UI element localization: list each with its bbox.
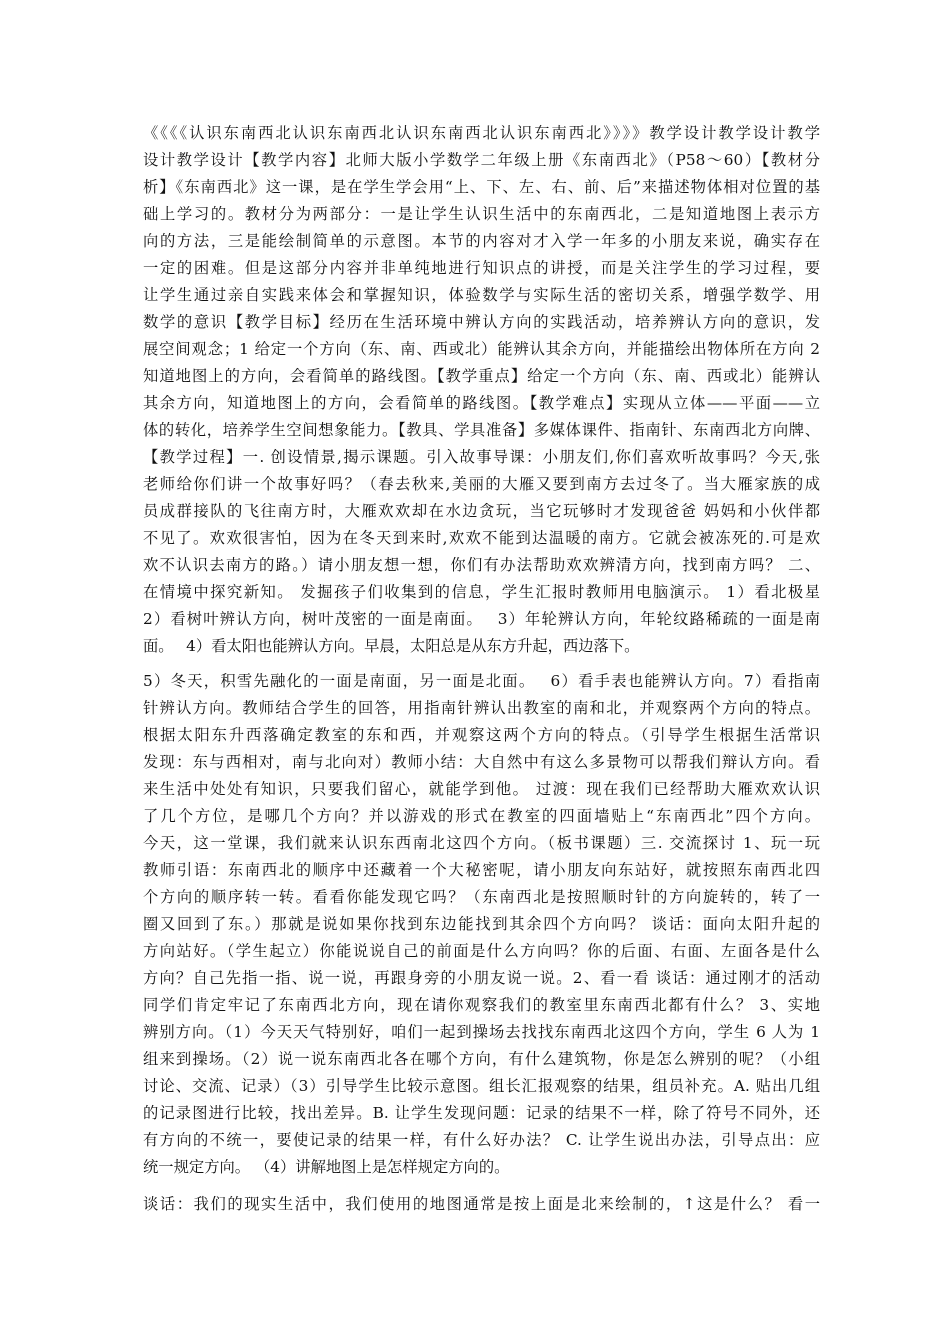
text-line: 方向？自己先指一指、说一说，再跟身旁的小朋友说一说。2、看一看 谈话：通过刚才的活动	[143, 969, 820, 987]
text-line: 针辨认方向。教师结合学生的回答，用指南针辨认出教室的南和北，并观察两个方向的特点。	[143, 699, 820, 717]
text-line: 方向站好。（学生起立）你能说说自己的前面是什么方向吗？你的后面、右面、左面各是什么	[143, 942, 820, 960]
text-line: 的记录图进行比较，找出差异。B. 让学生发现问题：记录的结果不一样，除了符号不同外，还	[143, 1104, 820, 1122]
text-line: 面。 4）看太阳也能辨认方向。早晨，太阳总是从东方升起，西边落下。	[143, 637, 640, 655]
text-line: 教师引语：东南西北的顺序中还藏着一个大秘密呢，请小朋友向东站好，就按照东南西北四	[143, 861, 820, 879]
text-line: 础上学习的。教材分为两部分：一是让学生认识生活中的东南西北，二是知道地图上表示方	[143, 205, 820, 223]
text-line: 向的方法，三是能绘制简单的示意图。本节的内容对才入学一年多的小朋友来说，确实存在	[143, 232, 820, 250]
paragraph-block-3	[143, 1191, 820, 1218]
text-line: 讨论、交流、记录）（3）引导学生比较示意图。组长汇报观察的结果，组员补充。A. 贴出几组	[143, 1077, 820, 1095]
text-line: 知道地图上的方向，会看简单的路线图。【教学重点】给定一个方向（东、南、西或北）能辨认	[143, 367, 820, 385]
text-line: 【教学过程】一. 创设情景,揭示课题。引入故事导课：小朋友们,你们喜欢听故事吗？今天,张	[143, 448, 820, 466]
paragraph-block-1	[143, 120, 820, 660]
text-line: 展空间观念；1 给定一个方向（东、南、西或北）能辨认其余方向，并能描绘出物体所在方向 2	[143, 340, 820, 358]
text-line: 今天，这一堂课，我们就来认识东西南北这四个方向。（板书课题）三. 交流探讨 1、玩一玩	[143, 834, 820, 852]
text-line: 不见了。欢欢很害怕，因为在冬天到来时,欢欢不能到达温暖的南方。它就会被冻死的.可是欢	[143, 529, 820, 547]
text-line: 析】《东南西北》这一课，是在学生学会用“上、下、左、右、前、后”来描述物体相对位置的基	[143, 178, 820, 196]
text-line: 设计教学设计【教学内容】北师大版小学数学二年级上册《东南西北》（P58～60）【教材分	[143, 151, 820, 169]
text-line: 一定的困难。但是这部分内容并非单纯地进行知识点的讲授，而是关注学生的学习过程，要	[143, 259, 820, 277]
text-line: 个方向的顺序转一转。看看你能发现它吗？（东南西北是按照顺时针的方向旋转的，转了一	[143, 888, 820, 906]
text-line: 辨别方向。（1）今天天气特别好，咱们一起到操场去找找东南西北这四个方向，学生 6 人为 1	[143, 1023, 820, 1041]
text-line: 其余方向，知道地图上的方向，会看简单的路线图。【教学难点】实现从立体——平面——立	[143, 394, 820, 412]
text-line: 老师给你们讲一个故事好吗？（春去秋来,美丽的大雁又要到南方去过冬了。当大雁家族的成	[143, 475, 820, 493]
text-line: 5）冬天，积雪先融化的一面是南面，另一面是北面。 6）看手表也能辨认方向。7）看指南	[143, 672, 820, 690]
text-line: 让学生通过亲自实践来体会和掌握知识，体验数学与实际生活的密切关系，增强学数学、用	[143, 286, 820, 304]
text-line: 有方向的不统一，要使记录的结果一样，有什么好办法？ C. 让学生说出办法，引导点出：应	[143, 1131, 820, 1149]
text-line: 来生活中处处有知识，只要我们留心，就能学到他。 过渡：现在我们已经帮助大雁欢欢认识	[143, 780, 820, 798]
text-line: 员成群接队的飞往南方时，大雁欢欢却在水边贪玩，当它玩够时才发现爸爸 妈妈和小伙伴都	[143, 502, 820, 520]
text-line: 《《《《认识东南西北认识东南西北认识东南西北认识东南西北》》》》教学设计教学设计教学	[143, 124, 820, 142]
text-line: 了几个方位，是哪几个方向？并以游戏的形式在教室的四面墙贴上“东南西北”四个方向。	[143, 807, 820, 825]
text-line: 欢不认识去南方的路。）请小朋友想一想，你们有办法帮助欢欢辨清方向，找到南方吗？ 二、	[143, 556, 820, 574]
text-line: 发现：东与西相对，南与北向对）教师小结：大自然中有这么多景物可以帮我们辩认方向。看	[143, 753, 820, 771]
paragraph-block-2	[143, 668, 820, 1181]
text-line: 根据太阳东升西落确定教室的东和西，并观察这两个方向的特点。（引导学生根据生活常识	[143, 726, 820, 744]
text-line: 在情境中探究新知。 发掘孩子们收集到的信息，学生汇报时教师用电脑演示。 1）看北极星	[143, 583, 820, 601]
text-line: 统一规定方向。 （4）讲解地图上是怎样规定方向的。	[143, 1158, 510, 1176]
text-line: 组来到操场。（2）说一说东南西北各在哪个方向，有什么建筑物，你是怎么辨别的呢？（小组	[143, 1050, 820, 1068]
text-line: 同学们肯定牢记了东南西北方向，现在请你观察我们的教室里东南西北都有什么？ 3、实地	[143, 996, 820, 1014]
text-line: 体的转化，培养学生空间想象能力。【教具、学具准备】多媒体课件、指南针、东南西北方向牌、	[143, 421, 820, 439]
text-line: 圈又回到了东。）那就是说如果你找到东边能找到其余四个方向吗？ 谈话：面向太阳升起的	[143, 915, 820, 933]
text-line: 谈话：我们的现实生活中，我们使用的地图通常是按上面是北来绘制的，↑这是什么？ 看一	[143, 1195, 820, 1213]
text-line: 2）看树叶辨认方向，树叶茂密的一面是南面。 3）年轮辨认方向，年轮纹路稀疏的一面是南	[143, 610, 820, 628]
text-line: 数学的意识【教学目标】经历在生活环境中辨认方向的实践活动，培养辨认方向的意识，发	[143, 313, 820, 331]
